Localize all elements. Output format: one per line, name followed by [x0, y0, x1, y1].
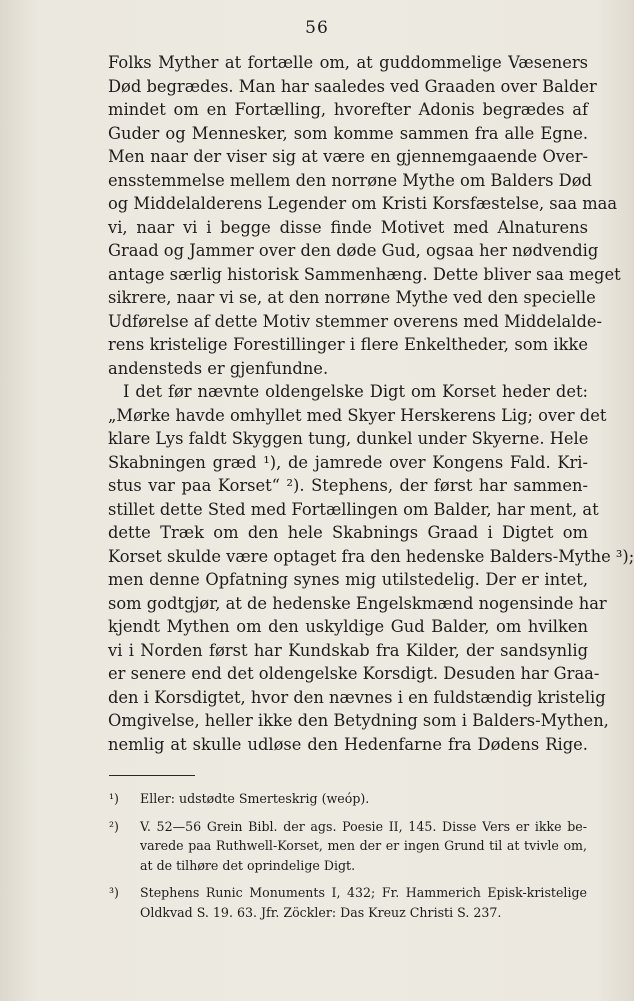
text-line: Død begrædes. Man har saaledes ved Graaden over Balder [108, 76, 597, 96]
page-number: 56 [305, 18, 329, 38]
footnote-marker: ³) [109, 885, 119, 900]
text-line: dette Træk om den hele Skabnings Graad i Digtet om [108, 523, 588, 542]
footnote-text: Eller: udstødte Smerteskrig (weóp). [140, 791, 370, 806]
text-line: Men naar der viser sig at være en gjennemgaaende Over- [108, 147, 588, 166]
text-line: rens kristelige Forestillinger i flere Enkeltheder, som ikke [108, 335, 588, 354]
text-line: den i Korsdigtet, hvor den nævnes i en fuldstændig kristelig [108, 687, 606, 707]
text-line: Udførelse af dette Motiv stemmer overens med Middelalde- [108, 311, 603, 331]
text-line: som godtgjør, at de hedenske Engelskmænd nogensinde har [108, 593, 607, 613]
text-line: vi, naar vi i begge disse finde Motivet med Alnaturens [108, 217, 588, 237]
paragraph [108, 380, 634, 756]
footnote-marker: ¹) [109, 791, 119, 806]
text-line: I det før nævnte oldengelske Digt om Korset heder det: [123, 382, 588, 401]
footnote-text: V. 52—56 Grein Bibl. der ags. Poesie II, 145. Disse Vers er ikke be- [140, 818, 587, 834]
text-line: sikrere, naar vi se, at den norrøne Mythe ved den specielle [108, 288, 596, 307]
text-line: Guder og Mennesker, som komme sammen fra alle Egne. [108, 123, 588, 143]
text-line: og Middelalderens Legender om Kristi Korsfæstelse, saa maa [108, 194, 618, 213]
footnotes [109, 789, 587, 922]
text-line: nemlig at skulle udløse den Hedenfarne fra Dødens Rige. [108, 734, 588, 754]
footnote-marker: ²) [109, 818, 119, 834]
text-line: Skabningen græd ¹), de jamrede over Kongens Fald. Kri- [108, 452, 588, 472]
text-line: Omgivelse, heller ikke den Betydning som i Balders-Mythen, [108, 711, 609, 730]
footnote-divider [109, 775, 195, 776]
text-line: klare Lys faldt Skyggen tung, dunkel under Skyerne. Hele [108, 429, 589, 448]
footnote-text: Oldkvad S. 19. 63. Jfr. Zöckler: Das Kreuz Christi S. 237. [140, 904, 502, 920]
footnote [109, 817, 587, 876]
text-line: ensstemmelse mellem den norrøne Mythe om Balders Død [108, 170, 592, 190]
footnote-text: at de tilhøre det oprindelige Digt. [140, 857, 356, 873]
body-text [108, 51, 634, 756]
footnote-text: Stephens Runic Monuments I, 432; Fr. Hammerich Episk-kristelige [140, 885, 587, 900]
text-line: vi i Norden først har Kundskab fra Kilder, der sandsynlig [108, 640, 588, 660]
text-line: er senere end det oldengelske Korsdigt. Desuden har Graa- [108, 664, 600, 683]
text-line: stus var paa Korset“ ²). Stephens, der først har sammen- [108, 476, 588, 495]
text-line: kjendt Mythen om den uskyldige Gud Balder, om hvilken [108, 617, 588, 636]
text-line: stillet dette Sted med Fortællingen om Balder, har ment, at [108, 499, 599, 519]
text-line: Korset skulde være optaget fra den hedenske Balders-Mythe ³); [108, 546, 634, 566]
text-line: antage særlig historisk Sammenhæng. Dette bliver saa meget [108, 264, 621, 284]
footnote [109, 789, 587, 809]
paragraph [108, 51, 621, 380]
text-line: men denne Opfatning synes mig utilstedelig. Der er intet, [108, 570, 588, 589]
text-line: mindet om en Fortælling, hvorefter Adonis begrædes af [108, 100, 588, 119]
text-line: Folks Myther at fortælle om, at guddommelige Væseners [108, 53, 588, 72]
text-line: Graad og Jammer over den døde Gud, ogsaa her nødvendig [108, 241, 599, 260]
footnote-text: varede paa Ruthwell-Korset, men der er ingen Grund til at tvivle om, [140, 838, 587, 853]
footnote [109, 883, 587, 922]
text-line: andensteds er gjenfundne. [108, 358, 329, 378]
text-line: „Mørke havde omhyllet med Skyer Herskerens Lig; over det [108, 405, 607, 425]
